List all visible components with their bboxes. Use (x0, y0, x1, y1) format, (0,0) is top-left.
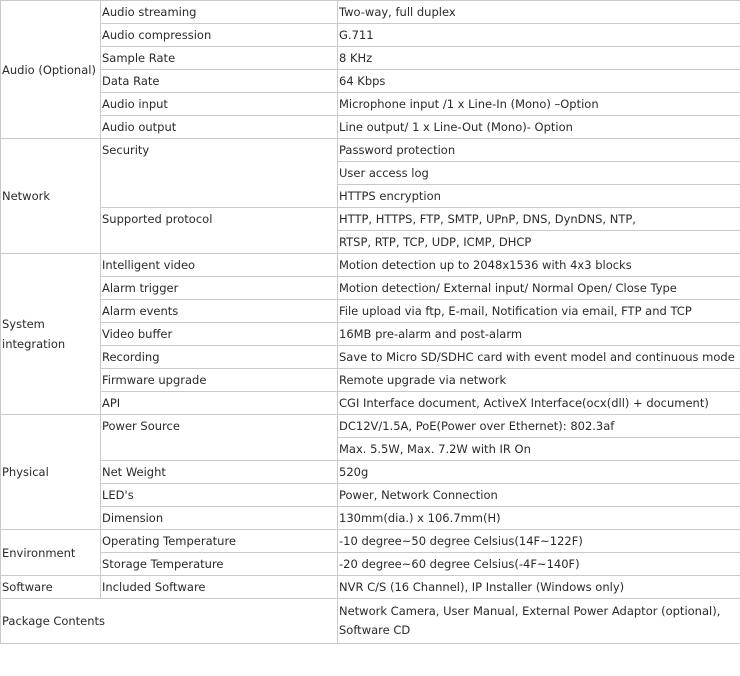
spec-value: Two-way, full duplex (338, 1, 740, 24)
spec-value: -20 degree~60 degree Celsius(-4F~140F) (338, 553, 740, 576)
table-row (1, 553, 740, 576)
table-row (1, 369, 740, 392)
spec-value: Save to Micro SD/SDHC card with event model and continuous mode (338, 346, 740, 369)
spec-value: Line output/ 1 x Line-Out (Mono)- Option (338, 116, 740, 139)
spec-value: Microphone input /1 x Line-In (Mono) –Option (338, 93, 740, 116)
spec-label: Video buffer (101, 323, 338, 346)
table-row (1, 93, 740, 116)
spec-value: Max. 5.5W, Max. 7.2W with IR On (338, 438, 740, 461)
spec-value: G.711 (338, 24, 740, 47)
spec-value: Motion detection/ External input/ Normal Open/ Close Type (338, 277, 740, 300)
table-row (1, 415, 740, 438)
spec-value: RTSP, RTP, TCP, UDP, ICMP, DHCP (338, 231, 740, 254)
spec-value: HTTPS encryption (338, 185, 740, 208)
table-row (1, 70, 740, 93)
spec-value: Network Camera, User Manual, External Power Adaptor (optional), Software CD (338, 599, 740, 644)
category-audio: Audio (Optional) (1, 1, 101, 139)
table-row (1, 24, 740, 47)
spec-label: Net Weight (101, 461, 338, 484)
spec-label: Intelligent video (101, 254, 338, 277)
table-row (1, 576, 740, 599)
spec-value: CGI Interface document, ActiveX Interface(ocx(dll) + document) (338, 392, 740, 415)
spec-label-protocol: Supported protocol (101, 208, 338, 254)
category-network: Network (1, 139, 101, 254)
spec-value: DC12V/1.5A, PoE(Power over Ethernet): 802.3af (338, 415, 740, 438)
table-row (1, 300, 740, 323)
spec-label: Firmware upgrade (101, 369, 338, 392)
spec-label: Audio compression (101, 24, 338, 47)
spec-label: Alarm events (101, 300, 338, 323)
spec-value: 64 Kbps (338, 70, 740, 93)
spec-label: Data Rate (101, 70, 338, 93)
table-row (1, 530, 740, 553)
spec-label: LED's (101, 484, 338, 507)
spec-value: File upload via ftp, E-mail, Notification via email, FTP and TCP (338, 300, 740, 323)
category-software: Software (1, 576, 101, 599)
spec-value: Motion detection up to 2048x1536 with 4x3 blocks (338, 254, 740, 277)
spec-label: Included Software (101, 576, 338, 599)
spec-value: -10 degree~50 degree Celsius(14F~122F) (338, 530, 740, 553)
table-row (1, 1, 740, 24)
spec-value: HTTP, HTTPS, FTP, SMTP, UPnP, DNS, DynDNS, NTP, (338, 208, 740, 231)
spec-label: Operating Temperature (101, 530, 338, 553)
spec-label: Recording (101, 346, 338, 369)
table-row (1, 461, 740, 484)
table-row (1, 277, 740, 300)
spec-label: Alarm trigger (101, 277, 338, 300)
spec-label: Audio input (101, 93, 338, 116)
spec-label: Audio output (101, 116, 338, 139)
spec-label: Storage Temperature (101, 553, 338, 576)
table-row (1, 599, 740, 644)
spec-value: 8 KHz (338, 47, 740, 70)
spec-label-security: Security (101, 139, 338, 208)
table-row (1, 484, 740, 507)
spec-value: Password protection (338, 139, 740, 162)
category-physical: Physical (1, 415, 101, 530)
spec-value: NVR C/S (16 Channel), IP Installer (Windows only) (338, 576, 740, 599)
table-row (1, 208, 740, 231)
table-row (1, 346, 740, 369)
table-row (1, 507, 740, 530)
spec-label: Dimension (101, 507, 338, 530)
spec-value: 16MB pre-alarm and post-alarm (338, 323, 740, 346)
spec-label: Audio streaming (101, 1, 338, 24)
category-environment: Environment (1, 530, 101, 576)
spec-label: API (101, 392, 338, 415)
spec-value: 130mm(dia.) x 106.7mm(H) (338, 507, 740, 530)
table-row (1, 116, 740, 139)
spec-label: Sample Rate (101, 47, 338, 70)
table-row (1, 323, 740, 346)
category-system-integration: System integration (1, 254, 101, 415)
table-row (1, 254, 740, 277)
table-row (1, 392, 740, 415)
spec-value: User access log (338, 162, 740, 185)
table-row (1, 139, 740, 162)
spec-label-power: Power Source (101, 415, 338, 461)
spec-value: Remote upgrade via network (338, 369, 740, 392)
spec-value: Power, Network Connection (338, 484, 740, 507)
category-package-contents: Package Contents (1, 599, 338, 644)
spec-value: 520g (338, 461, 740, 484)
table-row (1, 47, 740, 70)
